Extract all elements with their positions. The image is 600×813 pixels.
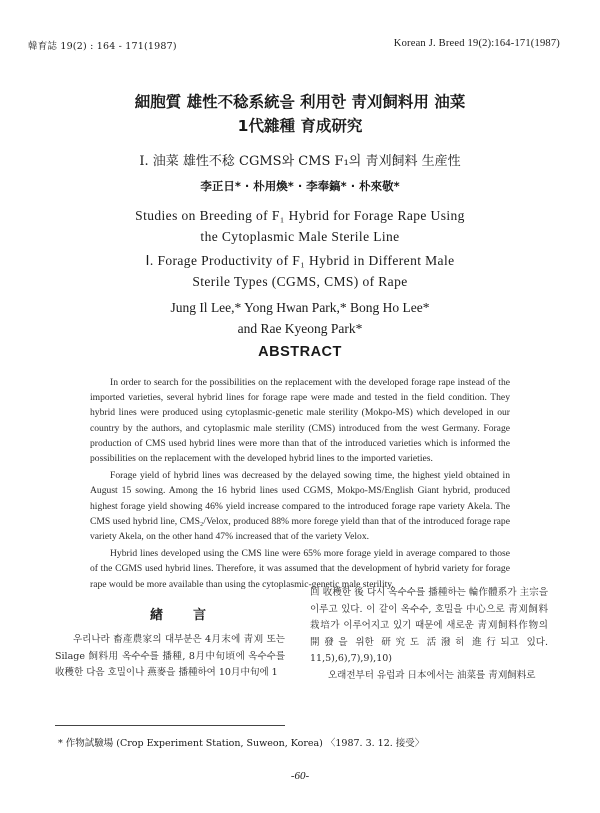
footnote-divider: [55, 725, 285, 726]
page-number: -60-: [290, 770, 310, 782]
abstract-heading: ABSTRACT: [258, 344, 342, 360]
korean-subtitle: Ⅰ. 油菜 雄性不稔 CGMS와 CMS F₁의 靑刈飼料 生産性: [139, 154, 461, 169]
korean-title-line2: 1代雜種 育成研究: [237, 117, 363, 135]
korean-title: [40, 90, 560, 138]
english-authors-line1: Jung Il Lee,* Yong Hwan Park,* Bong Ho Lee*: [170, 300, 430, 315]
english-subtitle: [60, 250, 540, 292]
right-column-paragraph-1: 回 收穫한 後 다시 옥수수를 播種하는 輪作體系가 主宗을 이루고 있다. 이 같이 옥수수, 호밀을 中心으로 靑刈飼料栽培가 이루어지고 있기 때문에 새로운 靑刈飼料作物의 開發을 위한 研究도 活潑히 進行되고 있다. 11,5),6),7),9),10): [310, 587, 548, 664]
introduction-heading: 緖言: [149, 608, 236, 623]
korean-title-line1: 細胞質 雄性不稔系統을 利用한 靑刈飼料用 油菜: [134, 93, 466, 111]
english-title-line2: the Cytoplasmic Male Sterile Line: [200, 229, 400, 244]
english-title-line1: Studies on Breeding of F₁ Hybrid for Forage Rape Using: [135, 208, 465, 223]
english-title: [60, 205, 540, 247]
english-authors-line2: and Rae Kyeong Park*: [237, 321, 363, 336]
english-authors: [60, 297, 540, 339]
korean-authors: 李正日* · 朴用煥* · 李奉鎬* · 朴來敬*: [200, 179, 400, 193]
journal-header-right: Korean J. Breed 19(2):164-171(1987): [393, 38, 560, 49]
journal-header-left: 韓育誌 19(2) : 164 - 171(1987): [28, 41, 177, 52]
english-subtitle-line1: Ⅰ. Forage Productivity of F₁ Hybrid in Different Male: [145, 253, 455, 268]
abstract-paragraph-3: Hybrid lines developed using the CMS line were 65% more forage yield in average compared to those of the CGMS used hybrid lines. Therefore, it was assumed that the development of hybrid variety for forage rape would be more available than using the cytoplasmic-genetic male sterility.: [90, 548, 510, 590]
right-column-paragraph-2: 오래전부터 유럽과 日本에서는 油菜를 靑刈飼料로: [328, 669, 536, 681]
abstract-paragraph-1: In order to search for the possibilities on the replacement with the developed forage rape instead of the imported varieties, several hybrid lines for forage rape were made and tested in the field condition. They hybrid lines were produced using cytoplasmic-genetic male sterility (Mokpo-MS) which developed in our country by the authors, and cytoplasmic male sterility (CMS) introduced from the west Germany. Forage production of CMS used hybrid lines were more than that of the introduced varieties which is informed the possibilities on the replacement with the developed hybrid lines to the imported varieties.: [90, 377, 510, 465]
abstract-paragraph-2: Forage yield of hybrid lines was decreased by the delayed sowing time, the highest yield obtained in August 15 sowing. Among the 16 hybrid lines used CGMS, Mokpo-MS/English Giant hybrid, produced highest forage yield showing 46% yield increase compared to the introduced forage rape variety Akela. The CMS used hybrid line, CMS₂/Velox, produced 88% more forege yield than that of the introduced forage rape variety Akela, on the other hand 47% increased that of the variety Velox.: [90, 470, 510, 543]
left-column-text: [55, 632, 285, 682]
right-column-text: [310, 585, 548, 684]
left-column-paragraph: 우리나라 畜產農家의 대부분은 4月末에 靑刈 또는 Silage 飼料用 옥수수를 播種, 8月中旬頃에 옥수수를 收穫한 다음 호밀이나 燕麥을 播種하여 10月中旬에 1: [55, 634, 285, 678]
footnote: * 作物試驗場 (Crop Experiment Station, Suweon, Korea) 〈1987. 3. 12. 接受〉: [58, 738, 425, 749]
abstract-body: [90, 375, 510, 594]
english-subtitle-line2: Sterile Types (CGMS, CMS) of Rape: [192, 274, 408, 289]
